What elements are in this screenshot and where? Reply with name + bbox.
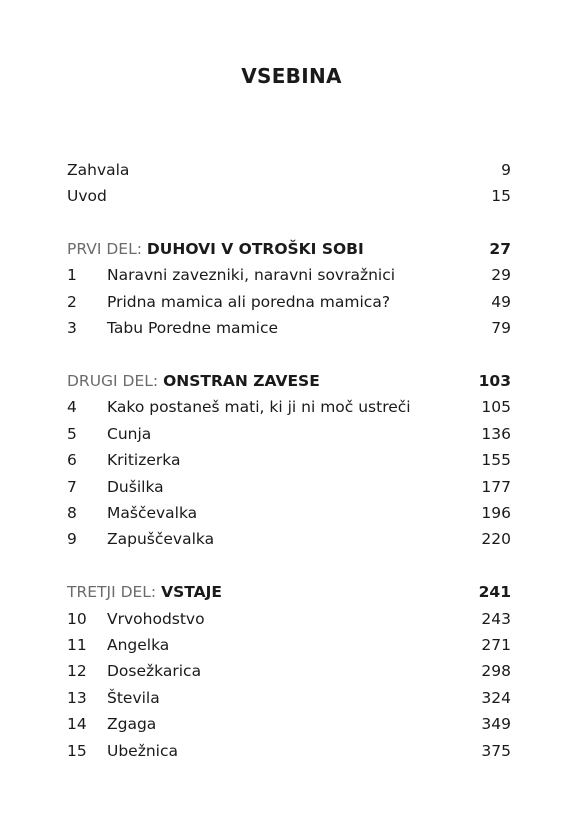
toc-chapter[interactable] <box>67 739 511 763</box>
chapter-title: Kako postaneš mati, ki ji ni moč ustreči <box>107 398 411 416</box>
chapter-page-number: 136 <box>481 425 511 443</box>
toc-chapter[interactable] <box>67 475 511 499</box>
chapter-title: Cunja <box>107 425 152 443</box>
chapter-title: Tabu Poredne mamice <box>107 319 279 337</box>
chapter-number: 8 <box>67 504 77 522</box>
toc-part-2[interactable] <box>67 369 511 393</box>
part-page-number: 103 <box>478 372 511 390</box>
part-page-number: 27 <box>489 240 511 258</box>
chapter-title: Angelka <box>107 636 170 654</box>
chapter-page-number: 271 <box>481 636 511 654</box>
toc-chapter[interactable] <box>67 633 511 657</box>
chapter-number: 11 <box>67 636 87 654</box>
toc-chapter[interactable] <box>67 712 511 736</box>
chapter-title: Vrvohodstvo <box>107 610 205 628</box>
chapter-page-number: 49 <box>491 293 511 311</box>
part-heading <box>67 369 320 393</box>
toc-chapter[interactable] <box>67 501 511 525</box>
toc-chapter[interactable] <box>67 659 511 683</box>
toc-part-3[interactable] <box>67 580 511 604</box>
toc-chapter[interactable] <box>67 527 511 551</box>
chapter-page-number: 79 <box>491 319 511 337</box>
chapter-page-number: 324 <box>481 689 511 707</box>
chapter-number: 9 <box>67 530 77 548</box>
toc-entry-acknowledgements[interactable] <box>67 158 511 182</box>
chapter-number: 10 <box>67 610 87 628</box>
chapter-title: Maščevalka <box>107 504 198 522</box>
toc-chapter[interactable] <box>67 686 511 710</box>
part-prefix: PRVI DEL: <box>67 240 142 258</box>
chapter-page-number: 196 <box>481 504 511 522</box>
chapter-page-number: 105 <box>481 398 511 416</box>
chapter-page-number: 155 <box>481 451 511 469</box>
entry-title: Uvod <box>67 187 107 205</box>
chapter-number: 7 <box>67 478 77 496</box>
chapter-number: 6 <box>67 451 77 469</box>
entry-page-number: 15 <box>491 187 511 205</box>
toc-chapter[interactable] <box>67 607 511 631</box>
chapter-number: 12 <box>67 662 87 680</box>
chapter-number: 5 <box>67 425 77 443</box>
chapter-page-number: 349 <box>481 715 511 733</box>
chapter-title: Dušilka <box>107 478 164 496</box>
toc-title: VSEBINA <box>241 64 342 88</box>
chapter-page-number: 29 <box>491 266 511 284</box>
toc-chapter[interactable] <box>67 290 511 314</box>
part-title: DUHOVI V OTROŠKI SOBI <box>146 240 364 258</box>
chapter-page-number: 177 <box>481 478 511 496</box>
part-page-number: 241 <box>478 583 511 601</box>
toc-chapter[interactable] <box>67 263 511 287</box>
chapter-title: Pridna mamica ali poredna mamica? <box>107 293 391 311</box>
toc-chapter[interactable] <box>67 316 511 340</box>
part-prefix: TRETJI DEL: <box>67 583 157 601</box>
chapter-number: 13 <box>67 689 87 707</box>
toc-chapter[interactable] <box>67 422 511 446</box>
toc-chapter[interactable] <box>67 448 511 472</box>
toc-entry-introduction[interactable] <box>67 184 511 208</box>
part-title: VSTAJE <box>161 583 222 601</box>
entry-page-number: 9 <box>501 161 511 179</box>
chapter-title: Zapuščevalka <box>107 530 215 548</box>
chapter-page-number: 220 <box>481 530 511 548</box>
chapter-number: 2 <box>67 293 77 311</box>
chapter-title: Zgaga <box>107 715 157 733</box>
chapter-title: Dosežkarica <box>107 662 202 680</box>
chapter-number: 14 <box>67 715 87 733</box>
chapter-page-number: 243 <box>481 610 511 628</box>
chapter-title: Naravni zavezniki, naravni sovražnici <box>107 266 396 284</box>
chapter-title: Kritizerka <box>107 451 181 469</box>
part-heading <box>67 237 364 261</box>
chapter-title: Ubežnica <box>107 742 179 760</box>
chapter-page-number: 375 <box>481 742 511 760</box>
chapter-page-number: 298 <box>481 662 511 680</box>
chapter-number: 3 <box>67 319 77 337</box>
part-title: ONSTRAN ZAVESE <box>163 372 320 390</box>
chapter-number: 1 <box>67 266 77 284</box>
part-heading <box>67 580 222 604</box>
chapter-number: 4 <box>67 398 77 416</box>
chapter-title: Števila <box>107 689 160 707</box>
chapter-number: 15 <box>67 742 87 760</box>
part-prefix: DRUGI DEL: <box>67 372 159 390</box>
toc-part-1[interactable] <box>67 237 511 261</box>
entry-title: Zahvala <box>67 161 130 179</box>
toc-chapter[interactable] <box>67 395 511 419</box>
